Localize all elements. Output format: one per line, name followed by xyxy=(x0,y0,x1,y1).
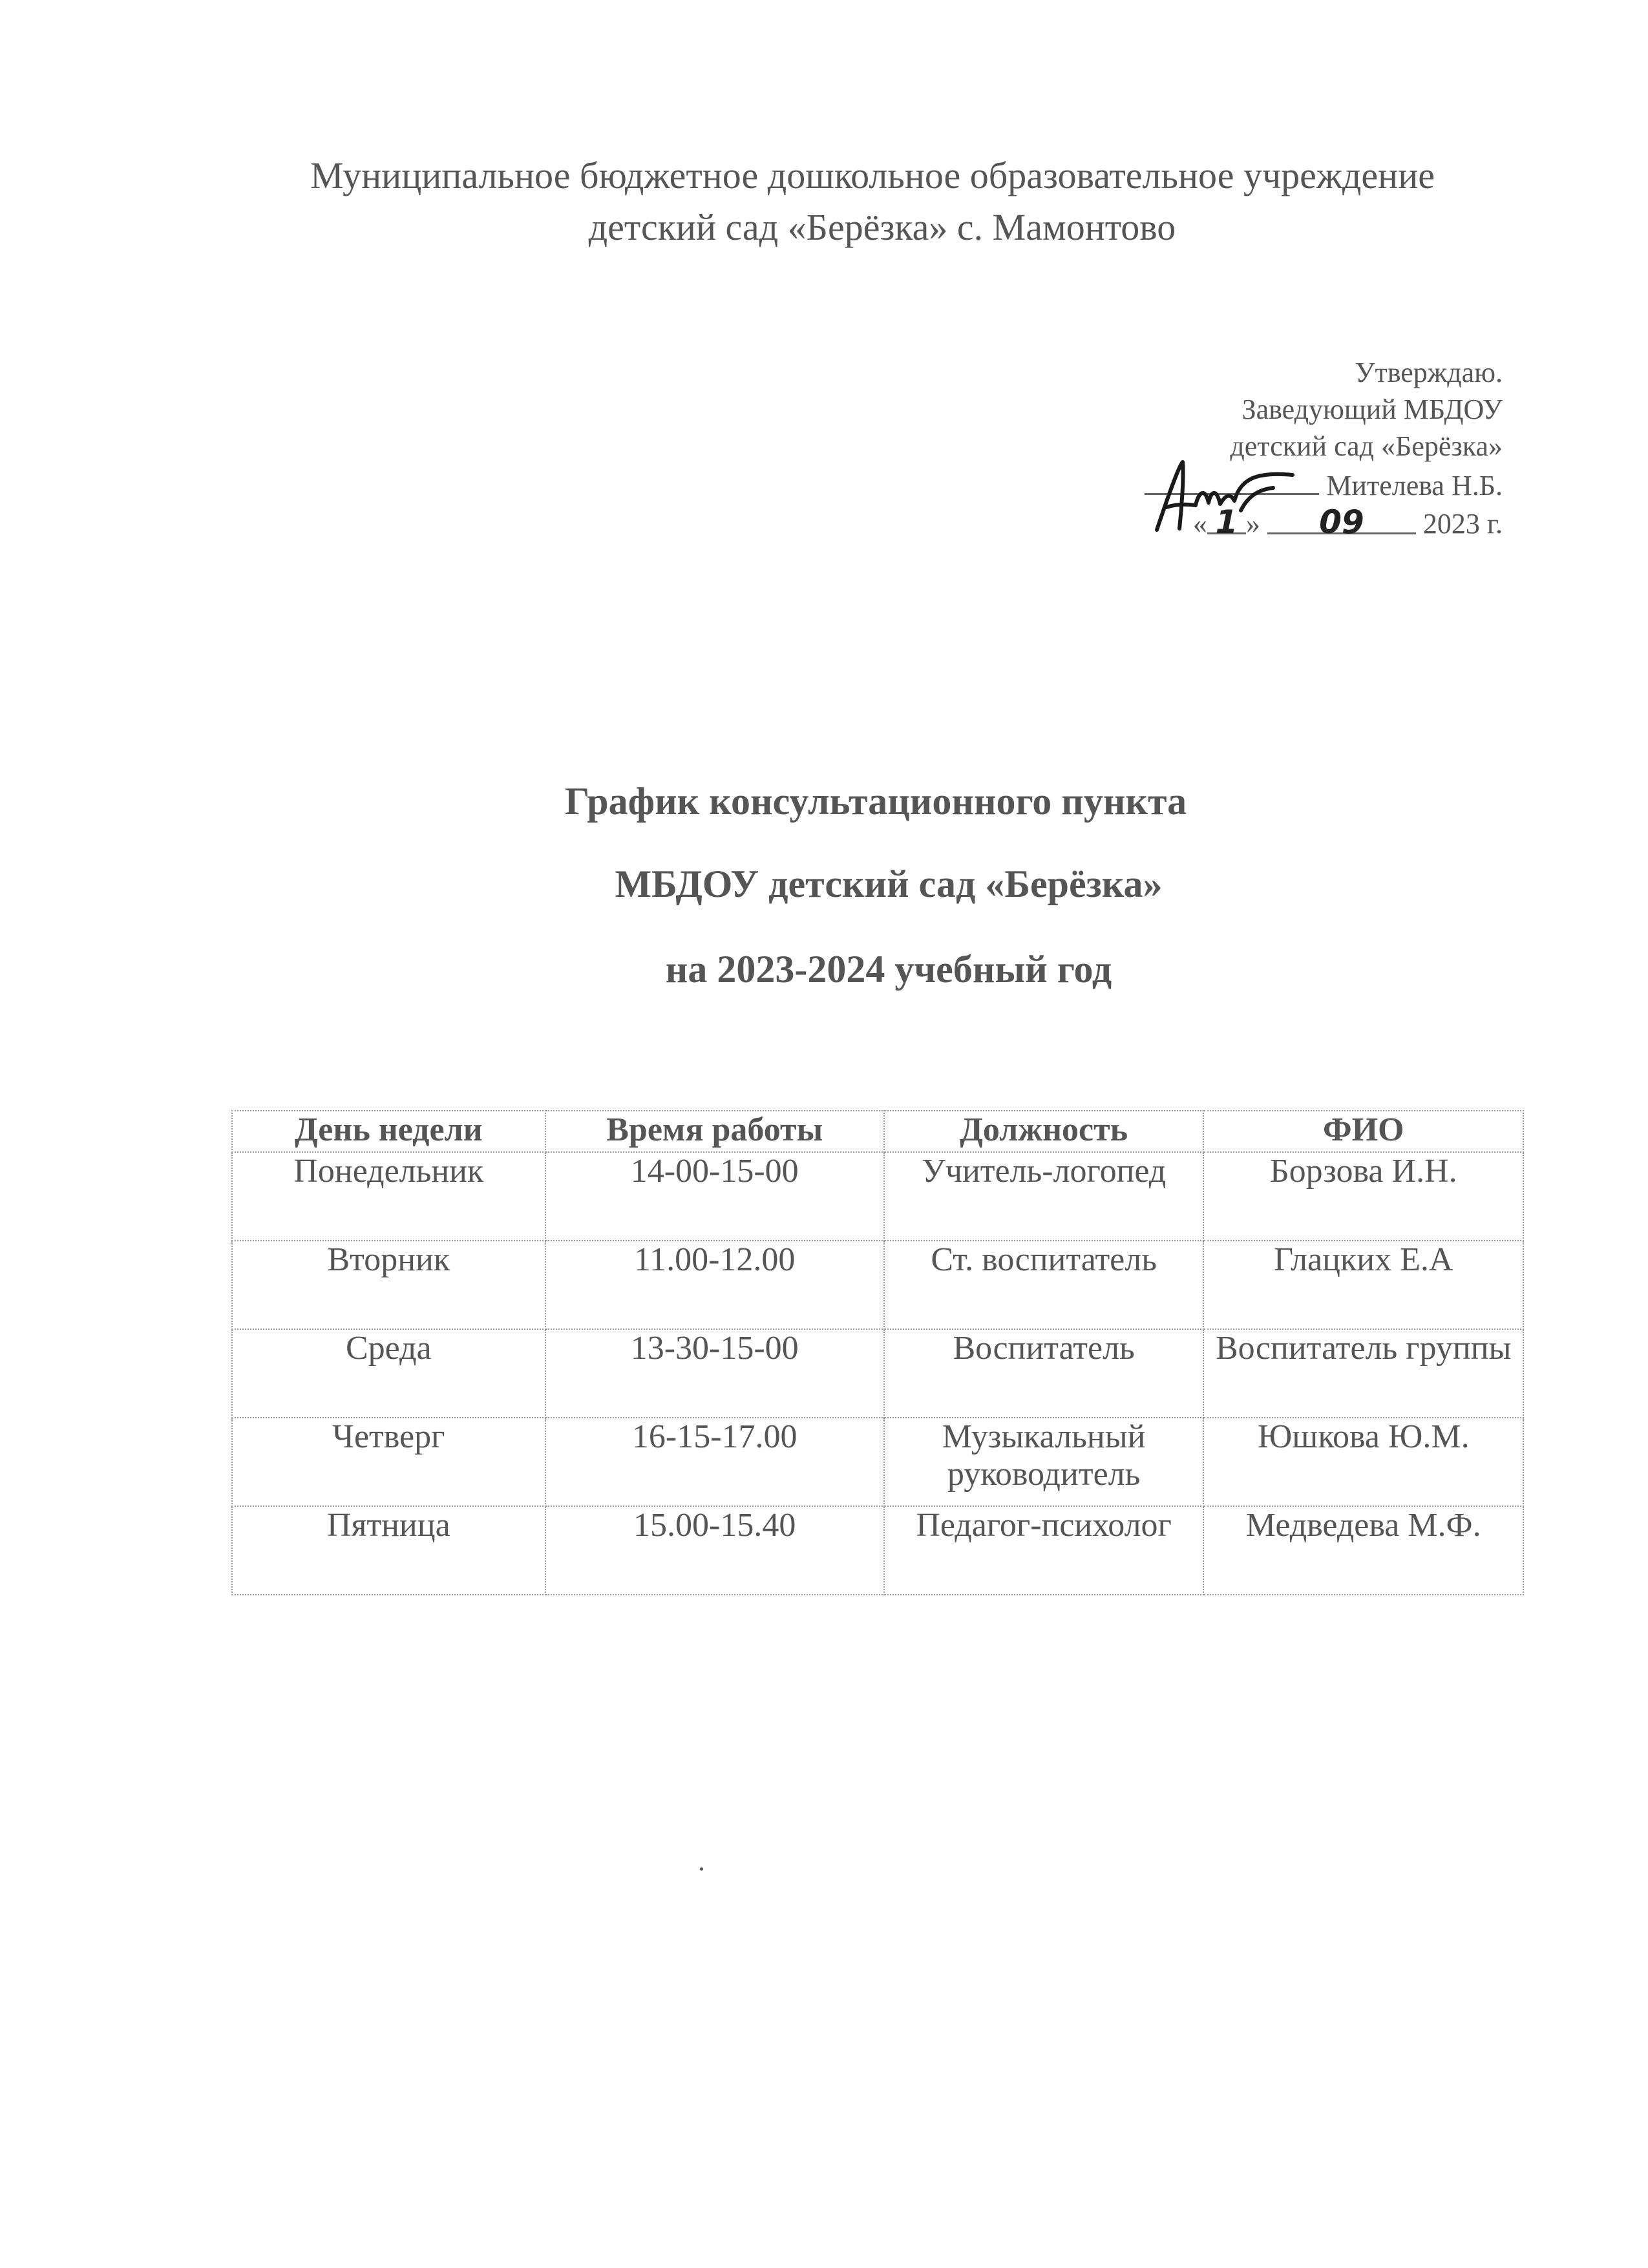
cell-position: Ст. воспитатель xyxy=(884,1241,1204,1329)
cell-time: 14-00-15-00 xyxy=(545,1152,884,1241)
cell-position: Педагог-психолог xyxy=(884,1506,1204,1595)
table-header-row xyxy=(232,1111,1523,1152)
document-title-line2: МБДОУ детский сад «Берёзка» xyxy=(615,863,1163,905)
cell-position: Учитель-логопед xyxy=(884,1152,1204,1241)
cell-day: Среда xyxy=(232,1329,545,1418)
schedule-table xyxy=(231,1110,1524,1595)
scan-speck xyxy=(700,1867,703,1871)
date-month: 09 xyxy=(1267,504,1416,534)
table-row xyxy=(232,1329,1523,1418)
cell-position: Воспитатель xyxy=(884,1329,1204,1418)
table-row xyxy=(232,1506,1523,1595)
header-day: День недели xyxy=(232,1111,545,1152)
header-position: Должность xyxy=(884,1111,1204,1152)
approver-name: Мителева Н.Б. xyxy=(1326,470,1503,501)
date-open-quote: « xyxy=(1192,508,1207,540)
approval-institution: детский сад «Берёзка» xyxy=(1230,430,1503,462)
cell-day: Понедельник xyxy=(232,1152,545,1241)
organization-name-line1: Муниципальное бюджетное дошкольное образовательное учреждение xyxy=(310,154,1435,196)
document-title-line3: на 2023-2024 учебный год xyxy=(665,948,1112,991)
cell-time: 16-15-17.00 xyxy=(545,1418,884,1506)
document-title-line1: График консультационного пункта xyxy=(564,780,1187,823)
cell-day: Пятница xyxy=(232,1506,545,1595)
date-close-quote: » xyxy=(1245,508,1260,540)
table-row xyxy=(232,1152,1523,1241)
cell-name: Глацких Е.А xyxy=(1203,1241,1523,1329)
header-name: ФИО xyxy=(1203,1111,1523,1152)
date-day: 1 xyxy=(1207,504,1246,534)
cell-position: Музыкальный руководитель xyxy=(884,1418,1204,1506)
header-time: Время работы xyxy=(545,1111,884,1152)
date-year: 2023 г. xyxy=(1422,508,1503,540)
table-row xyxy=(232,1241,1523,1329)
handwritten-signature xyxy=(1144,452,1299,543)
cell-name: Воспитатель группы xyxy=(1203,1329,1523,1418)
cell-day: Четверг xyxy=(232,1418,545,1506)
table-row xyxy=(232,1418,1523,1506)
approval-heading: Утверждаю. xyxy=(1355,357,1503,388)
cell-name: Юшкова Ю.М. xyxy=(1203,1418,1523,1506)
cell-name: Медведева М.Ф. xyxy=(1203,1506,1523,1595)
cell-time: 15.00-15.40 xyxy=(545,1506,884,1595)
cell-day: Вторник xyxy=(232,1241,545,1329)
cell-time: 11.00-12.00 xyxy=(545,1241,884,1329)
approval-position: Заведующий МБДОУ xyxy=(1241,394,1503,425)
cell-name: Борзова И.Н. xyxy=(1203,1152,1523,1241)
cell-time: 13-30-15-00 xyxy=(545,1329,884,1418)
organization-name-line2: детский сад «Берёзка» с. Мамонтово xyxy=(588,206,1176,248)
